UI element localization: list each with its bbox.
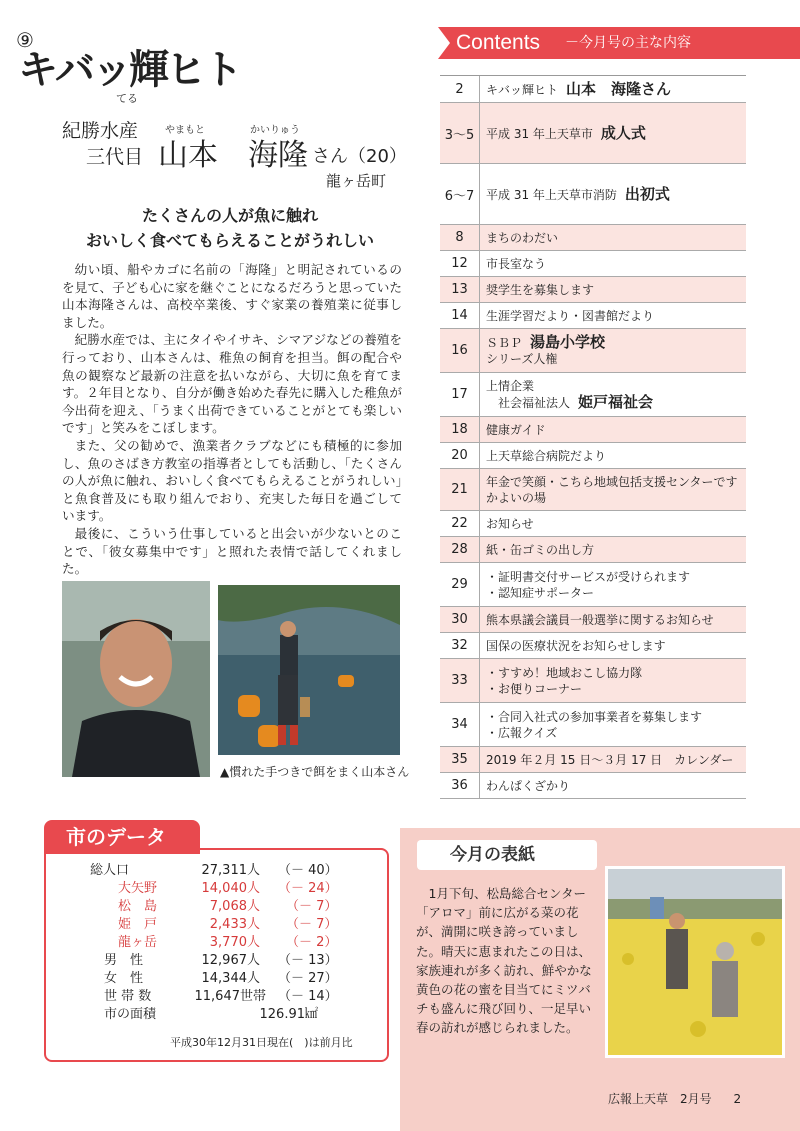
data-value: 14,344人	[201, 971, 260, 986]
series-logo	[18, 38, 240, 105]
honorific-age: さん（20）	[312, 146, 407, 167]
toc-item[interactable]: 14 生涯学習だより・図書館だより	[440, 303, 746, 329]
data-label: 総人口	[90, 863, 130, 878]
photo-caption: ▲慣れた手つきで餌をまく山本さん	[220, 765, 410, 779]
data-label: 大矢野	[118, 881, 158, 896]
data-label: 姫 戸	[118, 917, 158, 932]
toc-item[interactable]: 13 奨学生を募集します	[440, 277, 746, 303]
footer	[608, 1090, 741, 1107]
data-note: 平成30年12月31日現在( )は前月比	[170, 1036, 353, 1049]
data-value: 2,433人	[209, 917, 260, 932]
logo-text: キバッ輝ヒト	[18, 46, 240, 93]
data-diff: （－ 14）	[278, 989, 338, 1004]
toc-item[interactable]: 6～7 平成 31 年上天草市消防 出初式	[440, 164, 746, 225]
toc-item[interactable]: 32 国保の医療状況をお知らせします	[440, 633, 746, 659]
data-value: 27,311人	[201, 863, 260, 878]
data-value: 12,967人	[201, 953, 260, 968]
data-label: 松 島	[118, 899, 158, 914]
toc-item[interactable]: 12 市長室なう	[440, 251, 746, 277]
toc-item[interactable]: 22 お知らせ	[440, 511, 746, 537]
toc-item[interactable]: 3～5 平成 31 年上天草市 成人式	[440, 103, 746, 164]
cover-description: 1月下旬、松島総合センター「アロマ」前に広がる菜の花が、満開に咲き誇っていました。晴天に恵まれたこの日は、家族連れが多く訪れ、鮮やかな黄色の花の蜜を目当てにミツバチも盛んに飛び回り、一足早い春の訪れが感じられました。	[416, 886, 592, 1036]
cover-photo	[605, 866, 785, 1058]
data-label: 龍ヶ岳	[118, 935, 158, 950]
data-diff: （－ 7）	[286, 917, 338, 932]
data-label: 世 帯 数	[104, 989, 152, 1004]
family-ruby: やまもと	[165, 125, 205, 136]
toc-item[interactable]: 16 ＳＢＰ 湯島小学校 シリーズ人権	[440, 329, 746, 373]
given-ruby: かいりゅう	[250, 125, 300, 136]
page-number: 2	[733, 1092, 742, 1106]
toc-item[interactable]: 29 ・証明書交付サービスが受けられます ・認知症サポーター	[440, 563, 746, 607]
data-value: 11,647世帯	[194, 989, 266, 1004]
article-headline: たくさんの人が魚に触れ おいしく食べてもらえることがうれしい	[85, 206, 374, 250]
data-label: 男 性	[104, 953, 144, 968]
article-body	[62, 261, 402, 578]
data-diff: （－ 27）	[278, 971, 338, 986]
toc-item[interactable]: 21 年金で笑顔・こちら地域包括支援センターです かよいの場	[440, 469, 746, 511]
portrait-photo	[62, 581, 210, 777]
data-value: 14,040人	[201, 881, 260, 896]
data-diff: （－ 13）	[278, 953, 338, 968]
generation-label: 三代目	[86, 146, 144, 168]
toc-item[interactable]: 28 紙・缶ゴミの出し方	[440, 537, 746, 563]
toc-item[interactable]: 20 上天草総合病院だより	[440, 443, 746, 469]
work-photo	[218, 585, 400, 755]
data-diff: （－ 40）	[278, 863, 338, 878]
data-diff: （－ 24）	[278, 881, 338, 896]
paragraph: 最後に、こういう仕事していると出会いが少ないとのことで、「彼女募集中です」と照れた表情で話してくれました。	[62, 525, 402, 577]
cover-title: 今月の表紙	[450, 845, 535, 865]
toc-item[interactable]: 30 熊本県議会議員一般選挙に関するお知らせ	[440, 607, 746, 633]
given-name: 海隆	[248, 138, 308, 173]
paragraph: 紀勝水産では、主にタイやイサキ、シマアジなどの養殖を行っており、山本さんは、稚魚の飼育を担当。餌の配合や魚の観察など最新の注意を払いながら、大切に魚を育てます。２年目となり、自分が働き始めた春先に購入した稚魚が今出荷を迎え、「うまく出荷できていることがとても楽しいです」と笑みをこぼします。	[62, 332, 403, 436]
table-of-contents	[440, 75, 746, 799]
city-data-title: 市のデータ	[66, 825, 166, 849]
company-name: 紀勝水産	[62, 120, 139, 142]
toc-item[interactable]: 2 キバッ輝ヒト 山本 海隆さん	[440, 76, 746, 103]
family-name: 山本	[158, 138, 218, 173]
data-diff: （－ 7）	[286, 899, 338, 914]
toc-item[interactable]: 34 ・合同入社式の参加事業者を募集します ・広報クイズ	[440, 703, 746, 747]
data-value: 7,068人	[209, 899, 260, 914]
data-diff: （－ 2）	[286, 935, 338, 950]
data-label: 市の面積	[104, 1007, 157, 1022]
publication-name: 広報上天草 2月号	[608, 1092, 712, 1106]
toc-item[interactable]: 35 2019 年２月 15 日～３月 17 日 カレンダー	[440, 747, 746, 773]
toc-item[interactable]: 18 健康ガイド	[440, 417, 746, 443]
issue-number: ⑨	[16, 28, 34, 52]
toc-item[interactable]: 36 わんぱくざかり	[440, 773, 746, 799]
data-label: 女 性	[104, 971, 144, 986]
toc-item[interactable]: 33 ・すすめ！地域おこし協力隊 ・お便りコーナー	[440, 659, 746, 703]
paragraph: 幼い頃、船やカゴに名前の「海隆」と明記されているのを見て、子ども心に家を継ぐことになるだろうと思っていた山本海隆さんは、高校卒業後、すぐ家業の養殖業に従事しました。	[62, 262, 402, 330]
toc-item[interactable]: 17 上情企業 社会福祉法人 姫戸福祉会	[440, 373, 746, 417]
data-value: 3,770人	[209, 935, 260, 950]
data-value: 126.91㎢	[259, 1007, 318, 1022]
logo-ruby: てる	[116, 92, 138, 105]
town-name: 龍ヶ岳町	[326, 172, 387, 190]
toc-item[interactable]: 8 まちのわだい	[440, 225, 746, 251]
paragraph: また、父の勧めで、漁業者クラブなどにも積極的に参加し、魚のさばき方教室の指導者としても活動し、「たくさんの人が魚に触れ、おいしく食べてもらえることがうれしい」と魚食普及にも取り組んでおり、充実した毎日を過ごしています。	[62, 437, 403, 524]
contents-title: Contents	[456, 31, 541, 54]
contents-subtitle: －今月号の主な内容	[565, 35, 691, 51]
